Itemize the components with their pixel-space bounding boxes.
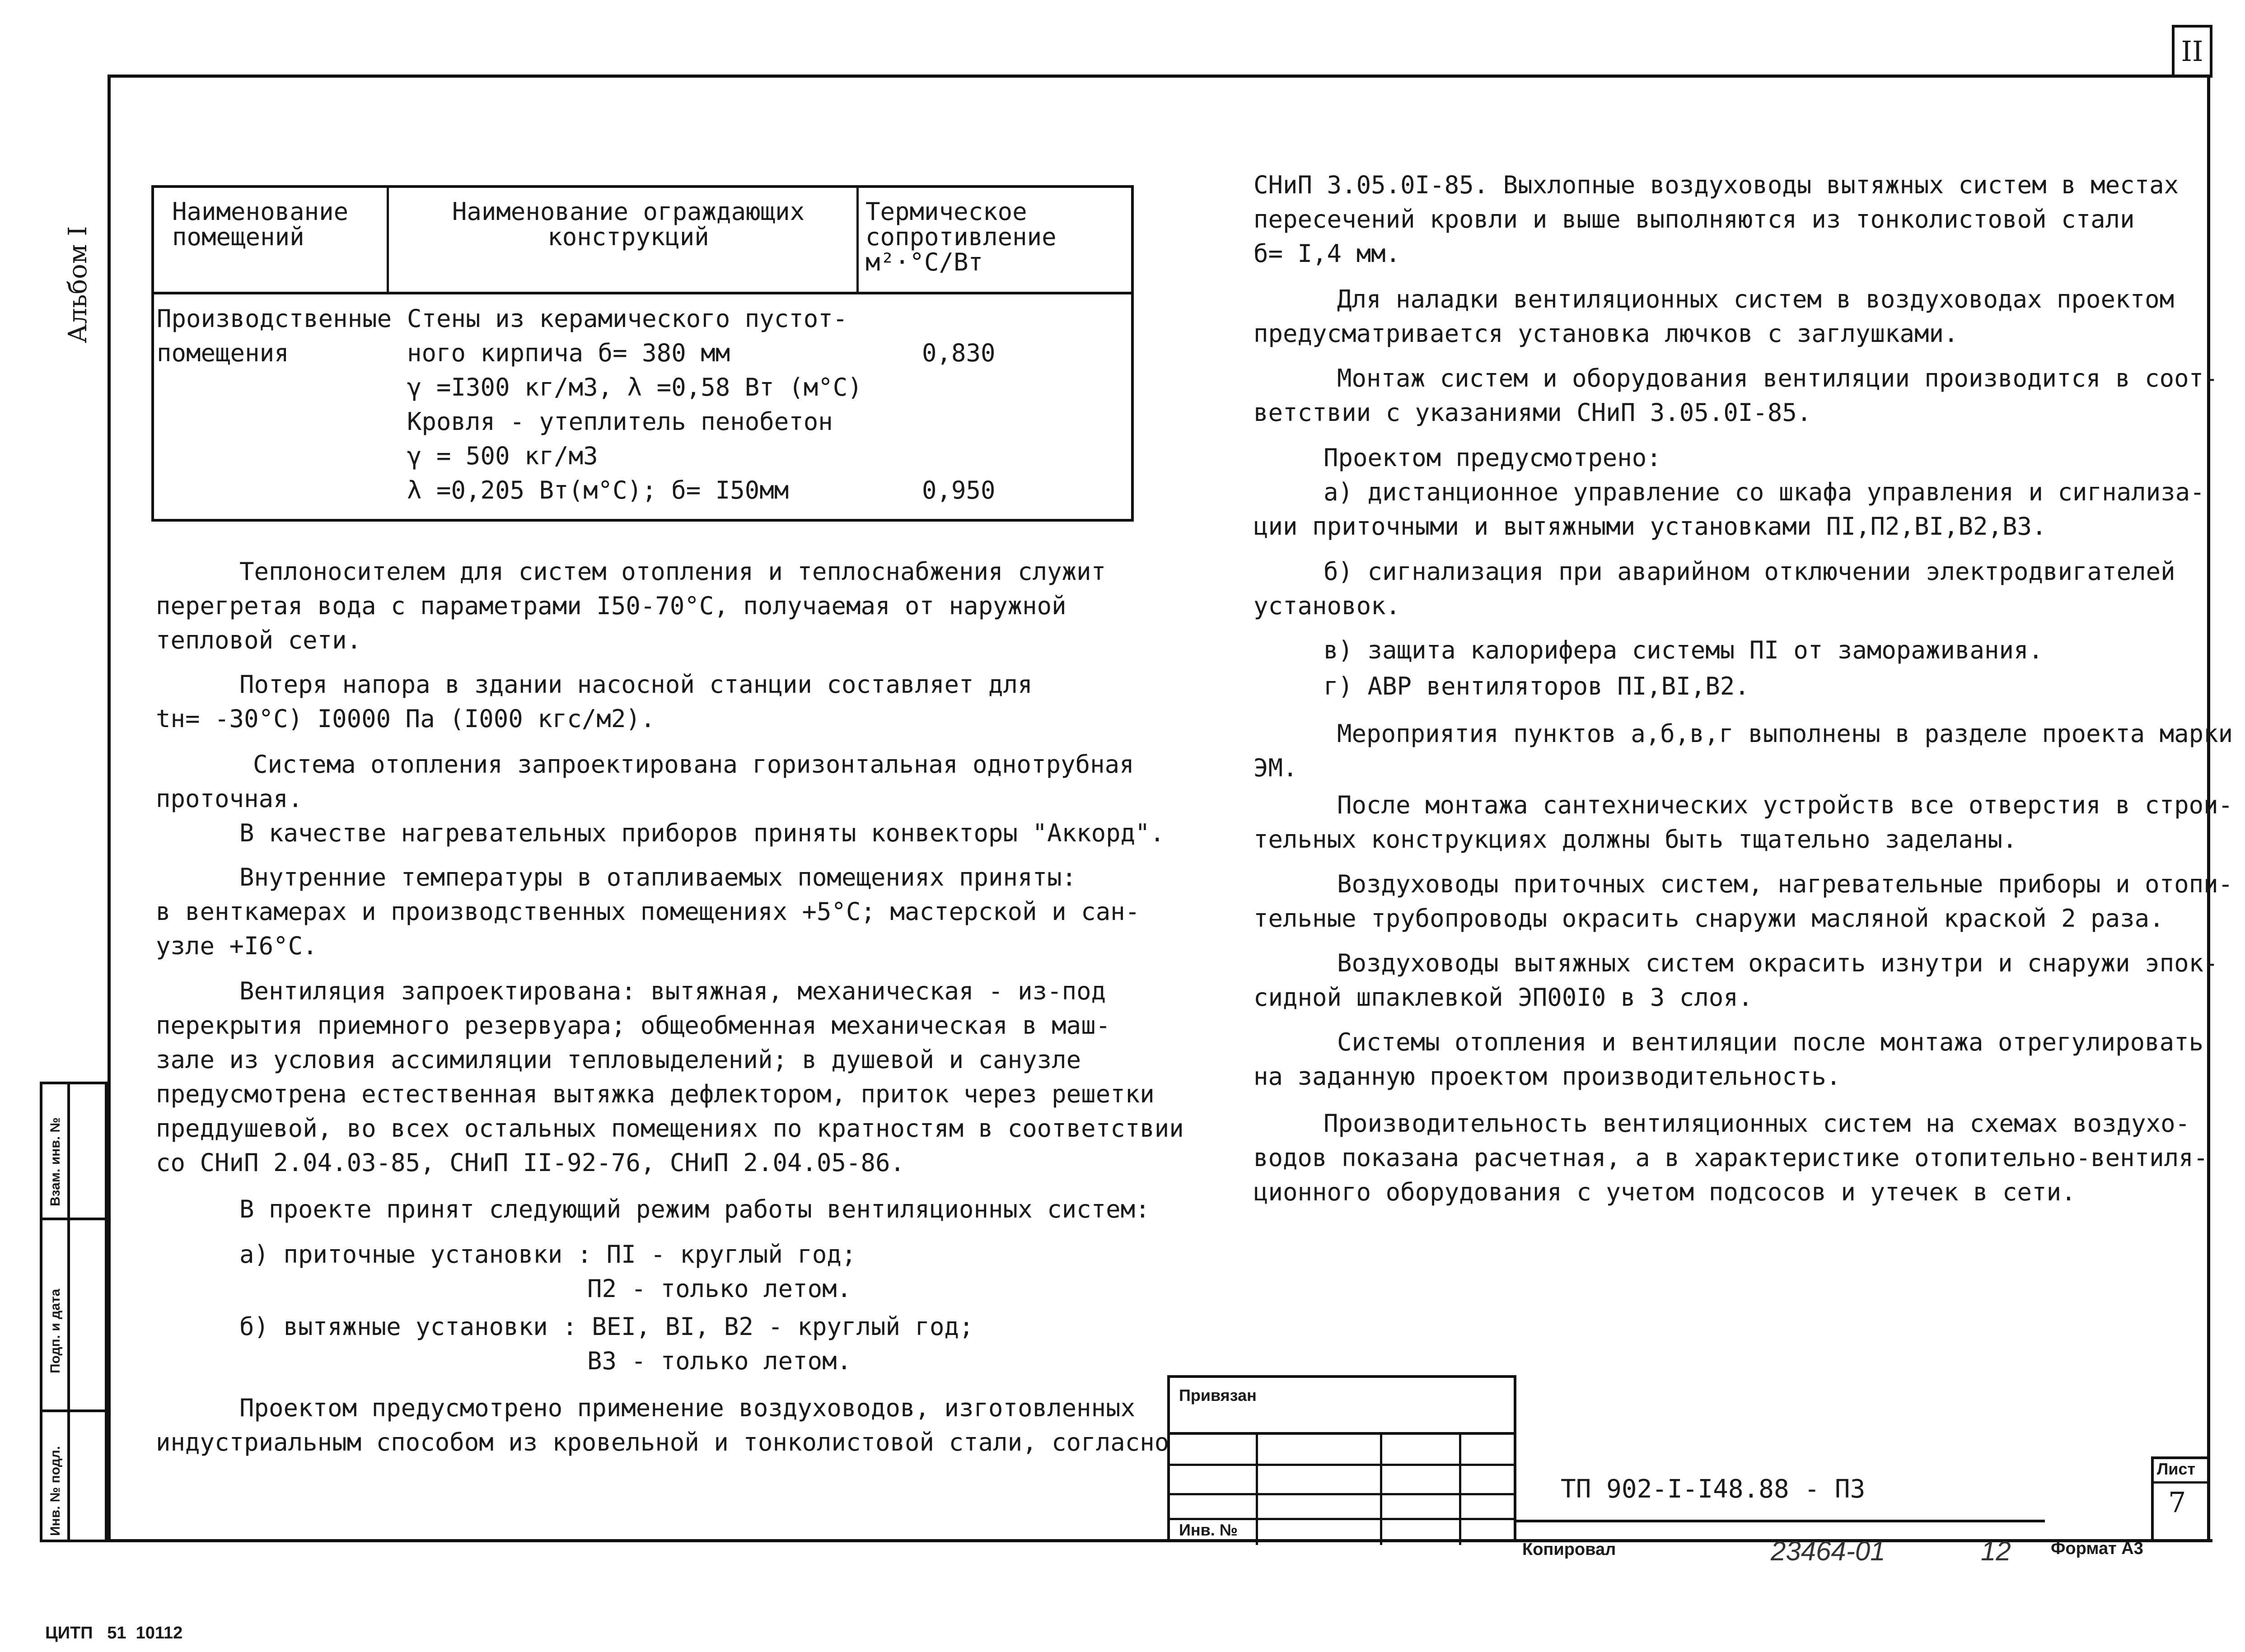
kopiroval-label: Копировал — [1522, 1540, 1616, 1559]
privyazan-label: Привязан — [1179, 1386, 1257, 1405]
table-cell-construction-5: λ =0,205 Вт(м°С); б= I50мм — [407, 476, 789, 504]
right-line-19: тельные трубопроводы окрасить снаружи масляной краской 2 раза. — [1253, 904, 2164, 933]
right-line-3: Для наладки вентиляционных систем в воздуховодах проектом — [1337, 285, 2175, 313]
left-line-3: Потеря напора в здании насосной станции составляет для — [239, 670, 1033, 699]
handwritten-count: 12 — [1981, 1536, 2011, 1566]
side-stamp — [40, 1082, 108, 1542]
title-block-hline — [1516, 1520, 2045, 1522]
right-line-1: пересечений кровли и выше выполняются из тонколистовой стали — [1253, 205, 2135, 233]
right-line-6: ветствии с указаниями СНиП 3.05.0I-85. — [1253, 398, 1812, 427]
list-mid-line — [2151, 1481, 2210, 1484]
table-header-resistance-unit: м²·°С/Вт — [865, 248, 983, 276]
list-label: Лист — [2157, 1460, 2196, 1478]
list-left-line — [2151, 1456, 2154, 1542]
table-cell-construction-0: Стены из керамического пустот- — [407, 304, 848, 333]
right-line-24: Производительность вентиляционных систем на схемах воздухо- — [1324, 1109, 2190, 1138]
album-label: Альбом I — [63, 226, 93, 343]
left-line-12: перекрытия приемного резервуара; общеобменная механическая в маш- — [156, 1011, 1111, 1040]
table-cell-value-0: 0,830 — [922, 339, 996, 367]
left-line-13: зале из условия ассимиляции тепловыделений; в душевой и санузле — [156, 1045, 1081, 1074]
left-line-2: тепловой сети. — [156, 626, 362, 654]
table-header-resistance — [865, 199, 1132, 275]
table-cell-construction-2: γ =I300 кг/м3, λ =0,58 Вт (м°С) — [407, 373, 862, 401]
stamp-vzam-inv: Взам. инв. № — [48, 1117, 63, 1206]
list-number: 7 — [2168, 1486, 2186, 1519]
table-cell-room: Производственные помещения — [157, 304, 392, 367]
left-line-9: в венткамерах и производственных помещениях +5°С; мастерской и сан- — [156, 897, 1140, 926]
thermal-resistance-table — [151, 185, 1134, 522]
right-line-20: Воздуховоды вытяжных систем окрасить изнутри и снаружи эпок- — [1337, 949, 2218, 977]
right-line-16: После монтажа сантехнических устройств все отверстия в строи- — [1337, 791, 2233, 819]
right-line-11: установок. — [1253, 592, 1401, 620]
left-line-10: узле +I6°С. — [156, 932, 318, 960]
right-line-7: Проектом предусмотрено: — [1324, 443, 1661, 472]
table-cell-construction-4: γ = 500 кг/м3 — [407, 442, 598, 470]
right-line-0: СНиП 3.05.0I-85. Выхлопные воздуховоды вытяжных систем в местах — [1253, 171, 2179, 199]
right-line-8: а) дистанционное управление со шкафа управления и сигнализа- — [1324, 478, 2205, 506]
right-line-4: предусматривается установка лючков с заглушками. — [1253, 319, 1959, 348]
stamp-inv-podl: Инв. № подл. — [48, 1446, 63, 1536]
left-line-5: Система отопления запроектирована горизонтальная однотрубная — [253, 750, 1134, 779]
format-label: Формат А3 — [2051, 1539, 2143, 1558]
right-line-2: б= I,4 мм. — [1253, 239, 1401, 268]
left-line-22: Проектом предусмотрено применение воздуховодов, изготовленных — [239, 1394, 1136, 1422]
left-line-7: В качестве нагревательных приборов приняты конвекторы "Аккорд". — [239, 819, 1165, 847]
document-code: ТП 902-I-I48.88 - ПЗ — [1561, 1475, 1866, 1504]
right-line-17: тельных конструкциях должны быть тщательно заделаны. — [1253, 825, 2017, 854]
left-line-17: В проекте принят следующий режим работы вентиляционных систем: — [239, 1195, 1150, 1223]
table-cell-construction-3: Кровля - утеплитель пенобетон — [407, 407, 833, 436]
footer-code: ЦИТП 51 10112 — [45, 1624, 183, 1643]
right-line-15: ЭМ. — [1253, 754, 1298, 782]
binding-stamp — [1167, 1375, 1516, 1542]
left-line-0: Теплоносителем для систем отопления и теплоснабжения служит — [239, 557, 1106, 586]
left-line-15: преддушевой, во всех остальных помещениях по кратностям в соответствии — [156, 1114, 1184, 1143]
right-line-26: ционного оборудования с учетом подсосов и утечек в сети. — [1253, 1178, 2076, 1206]
right-line-23: на заданную проектом производительность. — [1253, 1062, 1841, 1091]
left-line-19: П2 - только летом. — [587, 1274, 852, 1303]
left-line-16: со СНиП 2.04.03-85, СНиП II-92-76, СНиП 2.04.05-86. — [156, 1148, 905, 1177]
handwritten-number: 23464-01 — [1771, 1536, 1885, 1566]
right-line-10: б) сигнализация при аварийном отключении электродвигателей — [1324, 557, 2175, 586]
right-line-5: Монтаж систем и оборудования вентиляции производится в соот- — [1337, 364, 2218, 392]
left-line-8: Внутренние температуры в отапливаемых помещениях приняты: — [239, 863, 1077, 891]
left-line-11: Вентиляция запроектирована: вытяжная, механическая - из-под — [239, 977, 1106, 1005]
stamp-podp-data: Подп. и дата — [48, 1288, 63, 1373]
right-line-18: Воздуховоды приточных систем, нагревательные приборы и отопи- — [1337, 870, 2233, 898]
left-line-18: а) приточные установки : ПI - круглый год; — [239, 1240, 856, 1269]
left-line-14: предусмотрена естественная вытяжка дефлектором, приток через решетки — [156, 1080, 1155, 1108]
left-line-20: б) вытяжные установки : ВЕI, ВI, В2 - круглый год; — [239, 1312, 974, 1341]
inv-no-label: Инв. № — [1179, 1521, 1238, 1539]
left-line-1: перегретая вода с параметрами I50-70°С, получаемая от наружной — [156, 592, 1066, 620]
left-line-4: tн= -30°С) I0000 Па (I000 кгс/м2). — [156, 705, 655, 733]
right-line-14: Мероприятия пунктов а,б,в,г выполнены в разделе проекта марки — [1337, 719, 2233, 748]
table-header-constructions: Наименование ограждающих конструкций — [452, 197, 805, 251]
right-line-13: г) АВР вентиляторов ПI,ВI,В2. — [1324, 672, 1749, 700]
table-header-rooms: Наименование помещений — [172, 197, 349, 251]
table-cell-construction-1: ного кирпича б= 380 мм — [407, 339, 730, 367]
left-line-21: В3 - только летом. — [587, 1347, 852, 1375]
table-header-resistance-text: Термическое сопротивление — [865, 197, 1057, 251]
right-line-21: сидной шпаклевкой ЭП00I0 в 3 слоя. — [1253, 983, 1753, 1012]
right-line-22: Системы отопления и вентиляции после монтажа отрегулировать — [1337, 1028, 2204, 1056]
right-line-25: водов показана расчетная, а в характеристике отопительно-вентиля- — [1253, 1143, 2208, 1172]
right-line-12: в) защита калорифера системы ПI от замораживания. — [1324, 636, 2044, 664]
sheet-corner-number: II — [2172, 25, 2212, 78]
list-top-line — [2151, 1456, 2210, 1459]
right-line-9: ции приточными и вытяжными установками ПI,П2,ВI,В2,В3. — [1253, 512, 2047, 541]
left-line-23: индустриальным способом из кровельной и тонколистовой стали, согласно — [156, 1428, 1169, 1456]
left-line-6: проточная. — [156, 784, 303, 813]
table-cell-value-1: 0,950 — [922, 476, 996, 504]
